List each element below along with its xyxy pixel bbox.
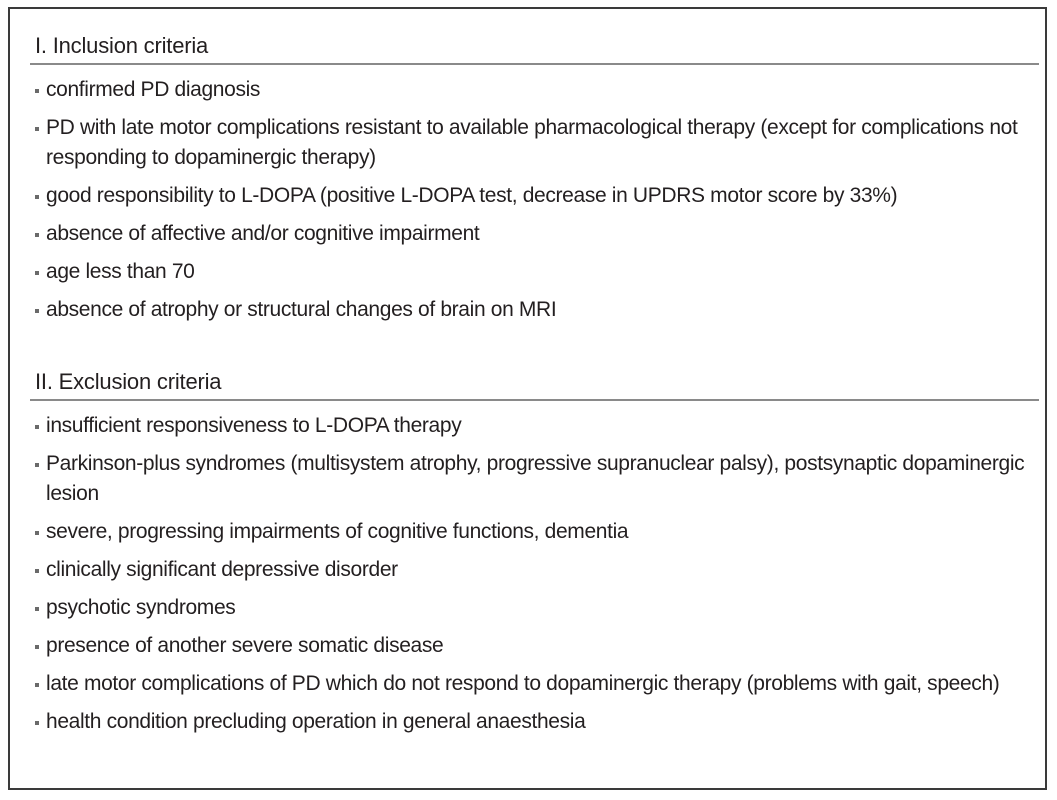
inclusion-criteria-list xyxy=(30,65,1039,325)
exclusion-criteria-list xyxy=(30,401,1039,737)
exclusion-item: Parkinson-plus syndromes (multisystem atrophy, progressive supranuclear palsy), postsynaptic dopaminergic lesion xyxy=(30,449,1039,509)
inclusion-item: confirmed PD diagnosis xyxy=(30,75,1039,105)
inclusion-item: absence of atrophy or structural changes of brain on MRI xyxy=(30,295,1039,325)
inclusion-item: age less than 70 xyxy=(30,257,1039,287)
exclusion-item: clinically significant depressive disorder xyxy=(30,555,1039,585)
exclusion-item: health condition precluding operation in general anaesthesia xyxy=(30,707,1039,737)
inclusion-item: absence of affective and/or cognitive impairment xyxy=(30,219,1039,249)
exclusion-item: insufficient responsiveness to L-DOPA therapy xyxy=(30,411,1039,441)
inclusion-criteria-heading: I. Inclusion criteria xyxy=(30,31,1039,65)
exclusion-item: presence of another severe somatic disease xyxy=(30,631,1039,661)
inclusion-item: good responsibility to L-DOPA (positive L-DOPA test, decrease in UPDRS motor score by 33%) xyxy=(30,181,1039,211)
exclusion-criteria-section xyxy=(30,367,1039,745)
exclusion-item: psychotic syndromes xyxy=(30,593,1039,623)
criteria-table-frame xyxy=(8,7,1047,790)
inclusion-criteria-section xyxy=(30,31,1039,333)
exclusion-item: late motor complications of PD which do not respond to dopaminergic therapy (problems with gait, speech) xyxy=(30,669,1039,699)
exclusion-item: severe, progressing impairments of cognitive functions, dementia xyxy=(30,517,1039,547)
exclusion-criteria-heading: II. Exclusion criteria xyxy=(30,367,1039,401)
inclusion-item: PD with late motor complications resistant to available pharmacological therapy (except for complications not responding to dopaminergic therapy) xyxy=(30,113,1039,173)
